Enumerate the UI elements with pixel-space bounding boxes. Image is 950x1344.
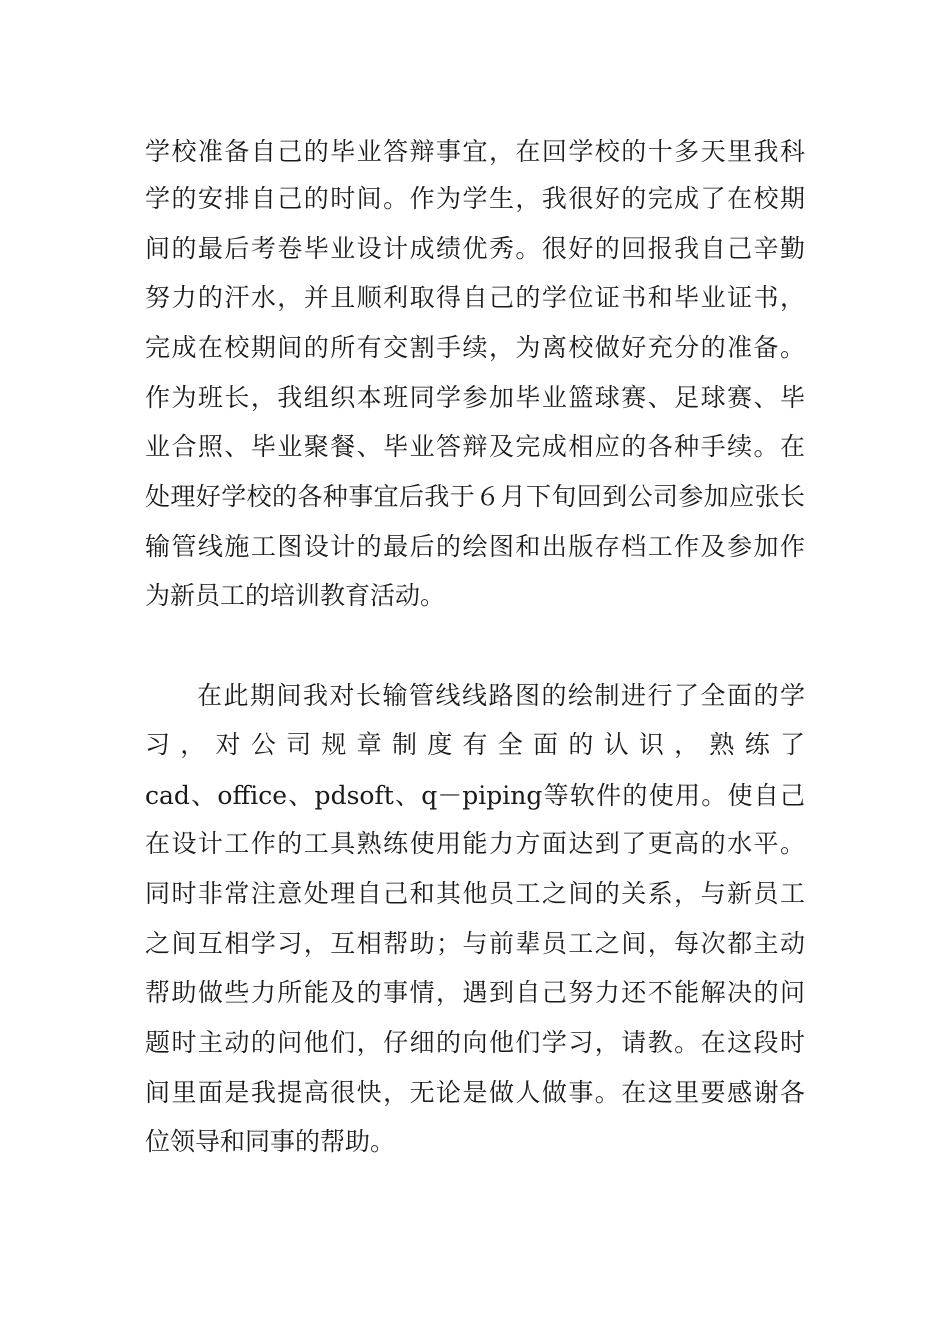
paragraph-2-line: 在设计工作的工具熟练使用能力方面达到了更高的水平。 [145, 829, 805, 858]
paragraph-1-line: 学的安排自己的时间。作为学生，我很好的完成了在校期 [145, 184, 805, 213]
paragraph-1-line: 为新员工的培训教育活动。 [145, 581, 446, 610]
paragraph-2-line: 间里面是我提高很快，无论是做人做事。在这里要感谢各 [145, 1078, 805, 1107]
paragraph-2-line: 帮助做些力所能及的事情，遇到自己努力还不能解决的问 [145, 978, 805, 1007]
paragraph-1-line: 作为班长，我组织本班同学参加毕业篮球赛、足球赛、毕 [145, 383, 805, 412]
paragraph-2-line: 之间互相学习，互相帮助；与前辈员工之间，每次都主动 [145, 929, 805, 958]
paragraph-2-line: 同时非常注意处理自己和其他员工之间的关系，与新员工 [145, 879, 805, 908]
paragraph-1-line: 间的最后考卷毕业设计成绩优秀。很好的回报我自己辛勤 [145, 234, 805, 263]
paragraph-2-line: cad、office、pdsoft、q－piping等软件的使用。使自己 [145, 781, 805, 810]
paragraph-1-line: 努力的汗水，并且顺利取得自己的学位证书和毕业证书， [145, 283, 805, 312]
paragraph-2-line: 在此期间我对长输管线线路图的绘制进行了全面的学 [197, 681, 805, 710]
paragraph-1-line: 业合照、毕业聚餐、毕业答辩及完成相应的各种手续。在 [145, 432, 805, 461]
paragraph-2-line: 习，对公司规章制度有全面的认识，熟练了 [145, 730, 805, 759]
paragraph-1-line: 完成在校期间的所有交割手续，为离校做好充分的准备。 [145, 333, 805, 362]
paragraph-2-line: 位领导和同事的帮助。 [145, 1127, 396, 1156]
paragraph-1-line: 输管线施工图设计的最后的绘图和出版存档工作及参加作 [145, 532, 805, 561]
paragraph-1-line: 处理好学校的各种事宜后我于６月下旬回到公司参加应张长 [145, 482, 805, 511]
paragraph-2-line: 题时主动的问他们，仔细的向他们学习，请教。在这段时 [145, 1028, 805, 1057]
paragraph-1-line: 学校准备自己的毕业答辩事宜，在回学校的十多天里我科 [145, 137, 805, 166]
